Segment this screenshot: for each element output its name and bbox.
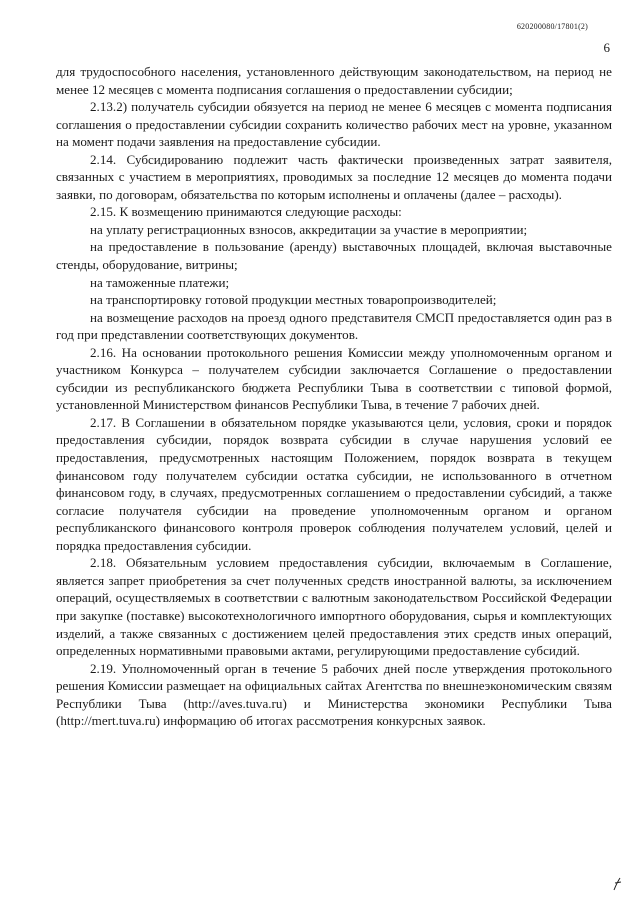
- page-number: 6: [603, 40, 610, 55]
- list-item: на уплату регистрационных взносов, аккредитации за участие в мероприятии;: [90, 221, 528, 237]
- list-item: на возмещение расходов на проезд одного представителя СМСП предоставляется один раз в год при представлении соответствующих документов.: [56, 309, 612, 343]
- list-item: на транспортировку готовой продукции местных товаропроизводителей;: [90, 292, 497, 308]
- document-body: [56, 63, 612, 730]
- document-id: 620200080/17801(2): [516, 22, 588, 31]
- paragraph: 2.18. Обязательным условием предоставления субсидии, включаемым в Соглашение, является запрет приобретения за счет полученных средств иностранной валюты, за исключением операций, осуществляемых в соответствии с валютным законодательством Российской Федерации при закупке (поставке) высокотехнологичного импортного оборудования, сырья и комплектующих изделий, а также связанных с достижением целей предоставления этих средств иных операций, определенных нормативными правовыми актами, регулирующими предоставление субсидий.: [56, 555, 612, 659]
- paragraph: для трудоспособного населения, установленного действующим законодательством, на период не менее 12 месяцев с момента подписания соглашения о предоставлении субсидии;: [56, 64, 612, 97]
- paragraph: 2.19. Уполномоченный орган в течение 5 рабочих дней после утверждения протокольного решения Комиссии размещает на официальных сайтах Агентства по внешнеэкономическим связям Республики Тыва (http://aves.tuva.ru) и Министерства экономики Республики Тыва (http://mert.tuva.ru) информацию об итогах рассмотрения конкурсных заявок.: [56, 660, 612, 729]
- list-item: на предоставление в пользование (аренду) выставочных площадей, включая выставочные стенды, оборудование, витрины;: [56, 239, 612, 273]
- paragraph: 2.16. На основании протокольного решения Комиссии между уполномоченным органом и участником Конкурса – получателем субсидии заключается Соглашение о предоставлении субсидии из республиканского бюджета Республики Тыва в соответствии с типовой формой, установленной Министерством финансов Республики Тыва, в течение 7 рабочих дней.: [56, 344, 612, 413]
- initials-mark: [612, 877, 622, 891]
- paragraph: 2.15. К возмещению принимаются следующие расходы:: [90, 204, 402, 220]
- paragraph: 2.17. В Соглашении в обязательном порядке указываются цели, условия, сроки и порядок предоставления субсидии, порядок возврата субсидии в случае нарушения условий ее предоставления, предусмотренных настоящим Положением, порядок возврата в текущем финансовом году получателем субсидии остатка субсидии, не использованного в отчетном финансовом году, в случаях, предусмотренных соглашением о предоставлении субсидий, а также согласие получателя субсидии на проведение уполномоченным органом и органом республиканского финансового контроля проверок соблюдения получателем условий, целей и порядка предоставления субсидии.: [56, 414, 612, 553]
- paragraph: 2.14. Субсидированию подлежит часть фактически произведенных затрат заявителя, связанных с участием в мероприятиях, проводимых за последние 12 месяцев до момента подачи заявки, по договорам, обязательства по которым исполнены и оплачены (далее – расходы).: [56, 151, 612, 202]
- paragraph: 2.13.2) получатель субсидии обязуется на период не менее 6 месяцев с момента подписания соглашения о предоставлении субсидии сохранить количество рабочих мест на уровне, указанном на момент подачи заявления на предоставление субсидии.: [56, 99, 612, 150]
- list-item: на таможенные платежи;: [90, 274, 230, 290]
